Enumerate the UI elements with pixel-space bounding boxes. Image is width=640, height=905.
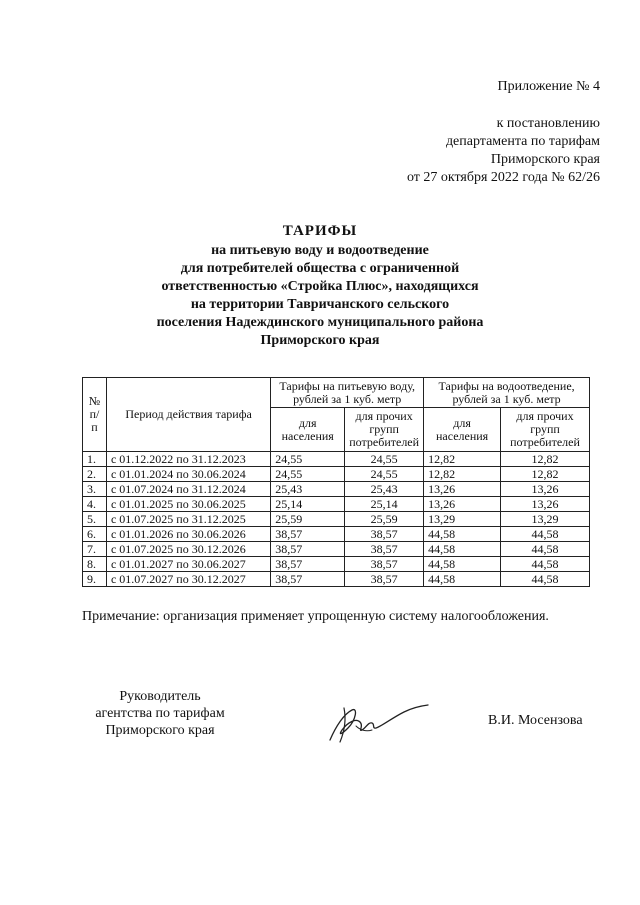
- sewage-others: 12,82: [501, 452, 590, 467]
- row-num: 8.: [83, 557, 107, 572]
- header-num: [83, 378, 107, 452]
- water-others: 25,43: [345, 482, 424, 497]
- heading-line: Приморского края: [260, 333, 380, 348]
- row-num: 3.: [83, 482, 107, 497]
- appendix-title: Приложение № 4: [497, 79, 600, 94]
- sewage-population: 44,58: [424, 527, 501, 542]
- header-num-line: №: [88, 394, 101, 408]
- appendix-reference: [360, 78, 600, 187]
- row-period: с 01.01.2024 по 30.06.2024: [106, 467, 270, 482]
- header-water-line: Тарифы на питьевую воду,: [279, 378, 415, 393]
- sewage-population: 12,82: [424, 467, 501, 482]
- header-water-group: [271, 378, 424, 408]
- water-others: 25,59: [345, 512, 424, 527]
- header-line: населения: [281, 428, 334, 443]
- sewage-others: 13,26: [501, 482, 590, 497]
- sewage-population: 13,29: [424, 512, 501, 527]
- appendix-line: Приморского края: [490, 152, 600, 167]
- water-population: 25,14: [271, 497, 345, 512]
- header-sewage-others: [501, 408, 590, 452]
- appendix-line: к постановлению: [496, 116, 600, 131]
- row-num: 2.: [83, 467, 107, 482]
- header-period: Период действия тарифа: [106, 378, 270, 452]
- sewage-others: 44,58: [501, 527, 590, 542]
- water-others: 38,57: [345, 542, 424, 557]
- table-row: [83, 557, 590, 572]
- row-period: с 01.07.2024 по 31.12.2024: [106, 482, 270, 497]
- table-row: [83, 512, 590, 527]
- row-period: с 01.01.2027 по 30.06.2027: [106, 557, 270, 572]
- document-heading: [120, 222, 520, 350]
- header-water-others: [345, 408, 424, 452]
- water-population: 38,57: [271, 542, 345, 557]
- header-line: групп: [530, 422, 560, 436]
- document-title: ТАРИФЫ: [282, 223, 358, 239]
- row-num: 7.: [83, 542, 107, 557]
- header-line: групп: [369, 422, 399, 436]
- header-sewage-line: рублей за 1 куб. метр: [452, 391, 561, 406]
- heading-line: на питьевую воду и водоотведение: [211, 243, 429, 258]
- header-line: потребителей: [510, 435, 580, 449]
- water-others: 24,55: [345, 467, 424, 482]
- sewage-others: 13,29: [501, 512, 590, 527]
- table-header-row: [83, 378, 590, 408]
- row-period: с 01.01.2025 по 30.06.2025: [106, 497, 270, 512]
- header-water-line: рублей за 1 куб. метр: [293, 391, 402, 406]
- sewage-others: 12,82: [501, 467, 590, 482]
- header-line: населения: [435, 428, 489, 443]
- table-row: [83, 527, 590, 542]
- water-population: 38,57: [271, 572, 345, 587]
- table-row: [83, 572, 590, 587]
- row-num: 9.: [83, 572, 107, 587]
- row-num: 5.: [83, 512, 107, 527]
- sewage-others: 44,58: [501, 557, 590, 572]
- row-num: 6.: [83, 527, 107, 542]
- row-period: с 01.07.2027 по 30.12.2027: [106, 572, 270, 587]
- heading-line: поселения Надеждинского муниципального района: [156, 315, 484, 330]
- header-line: для: [298, 415, 317, 430]
- sewage-population: 44,58: [424, 557, 501, 572]
- water-population: 25,43: [271, 482, 345, 497]
- water-others: 25,14: [345, 497, 424, 512]
- table-row: [83, 467, 590, 482]
- appendix-line: от 27 октября 2022 года № 62/26: [406, 170, 600, 185]
- water-population: 38,57: [271, 557, 345, 572]
- header-sewage-population: [424, 408, 501, 452]
- heading-line: на территории Тавричанского сельского: [190, 297, 450, 312]
- sewage-population: 44,58: [424, 572, 501, 587]
- header-water-population: [271, 408, 345, 452]
- row-num: 4.: [83, 497, 107, 512]
- handwritten-signature: [322, 696, 432, 748]
- water-population: 24,55: [271, 467, 345, 482]
- table-row: [83, 542, 590, 557]
- header-line: для: [453, 415, 471, 430]
- row-period: с 01.01.2026 по 30.06.2026: [106, 527, 270, 542]
- sewage-population: 13,26: [424, 482, 501, 497]
- signer-position-line: Руководитель: [119, 689, 201, 704]
- sewage-population: 12,82: [424, 452, 501, 467]
- header-line: потребителей: [349, 435, 420, 449]
- row-num: 1.: [83, 452, 107, 467]
- sewage-others: 13,26: [501, 497, 590, 512]
- sewage-population: 13,26: [424, 497, 501, 512]
- signer-name: В.И. Мосензова: [488, 713, 583, 728]
- table-row: [83, 497, 590, 512]
- appendix-line: департамента по тарифам: [445, 134, 600, 149]
- header-num-line: п/п: [89, 407, 100, 434]
- sewage-others: 44,58: [501, 542, 590, 557]
- water-population: 38,57: [271, 527, 345, 542]
- header-sewage-group: [424, 378, 590, 408]
- signer-position-line: агентства по тарифам: [95, 706, 225, 721]
- row-period: с 01.12.2022 по 31.12.2023: [106, 452, 270, 467]
- row-period: с 01.07.2025 по 31.12.2025: [106, 512, 270, 527]
- sewage-population: 44,58: [424, 542, 501, 557]
- sewage-others: 44,58: [501, 572, 590, 587]
- header-sewage-line: Тарифы на водоотведение,: [438, 378, 575, 393]
- tariffs-table: [82, 377, 590, 587]
- table-row: [83, 452, 590, 467]
- water-others: 24,55: [345, 452, 424, 467]
- tax-note: Примечание: организация применяет упрощенную систему налогообложения.: [82, 609, 549, 624]
- row-period: с 01.07.2025 по 30.12.2026: [106, 542, 270, 557]
- water-population: 25,59: [271, 512, 345, 527]
- signer-position: [80, 688, 240, 739]
- water-others: 38,57: [345, 527, 424, 542]
- heading-line: ответственностью «Стройка Плюс», находящихся: [161, 279, 479, 294]
- table-row: [83, 482, 590, 497]
- water-others: 38,57: [345, 572, 424, 587]
- header-line: для прочих: [355, 409, 413, 423]
- heading-line: для потребителей общества с ограниченной: [180, 261, 460, 276]
- signer-position-line: Приморского края: [105, 723, 215, 738]
- water-others: 38,57: [345, 557, 424, 572]
- water-population: 24,55: [271, 452, 345, 467]
- header-line: для прочих: [516, 409, 574, 423]
